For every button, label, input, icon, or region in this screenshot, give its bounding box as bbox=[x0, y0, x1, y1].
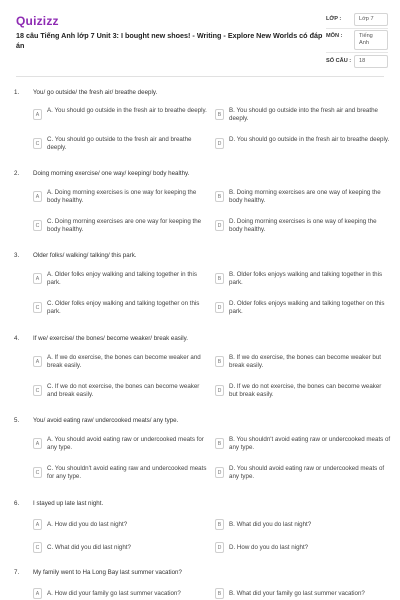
meta-divider bbox=[326, 52, 388, 53]
option-letter-box: D bbox=[215, 220, 224, 231]
option-text: D. You should go outside in the fresh air to breathe deeply. bbox=[229, 136, 390, 143]
question-prompt: Doing morning exercise/ one way/ keeping/ body healthy. bbox=[33, 170, 190, 177]
count-value: 18 bbox=[354, 55, 388, 68]
option-text: B. You shouldn't avoid eating raw or undercooked meats of any type. bbox=[229, 436, 391, 451]
option-text: B. If we do exercise, the bones can become weaker but break easily. bbox=[229, 354, 382, 369]
option-a[interactable] bbox=[33, 189, 209, 205]
question-prompt: I stayed up late last night. bbox=[33, 500, 104, 507]
option-text: A. You should go outside in the fresh air to breathe deeply. bbox=[47, 107, 207, 114]
option-b[interactable] bbox=[215, 586, 391, 599]
option-d[interactable] bbox=[215, 540, 391, 553]
option-letter-box: D bbox=[215, 138, 224, 149]
option-letter-box: B bbox=[215, 588, 224, 599]
question-number: 4. bbox=[14, 335, 20, 342]
option-d[interactable] bbox=[215, 465, 391, 481]
option-letter-box: D bbox=[215, 467, 224, 478]
grade-value: Lớp 7 bbox=[354, 13, 388, 26]
option-letter-box: A bbox=[33, 438, 42, 449]
option-c[interactable] bbox=[33, 383, 209, 399]
option-a[interactable] bbox=[33, 517, 209, 530]
subject-value: Tiếng Anh bbox=[354, 30, 388, 50]
option-text: B. What did your family go last summer vacation? bbox=[229, 590, 365, 597]
option-letter-box: C bbox=[33, 467, 42, 478]
option-d[interactable] bbox=[215, 136, 391, 149]
header-divider bbox=[16, 76, 384, 77]
option-letter-box: D bbox=[215, 302, 224, 313]
option-text: D. You should avoid eating raw or undercooked meats of any type. bbox=[229, 465, 385, 480]
question-prompt: Older folks/ walking/ talking/ this park. bbox=[33, 252, 137, 259]
option-text: C. If we do not exercise, the bones can become weaker and break easily. bbox=[47, 383, 200, 398]
option-letter-box: C bbox=[33, 542, 42, 553]
option-letter-box: C bbox=[33, 138, 42, 149]
option-letter-box: D bbox=[215, 542, 224, 553]
option-text: A. If we do exercise, the bones can become weaker and break easily. bbox=[47, 354, 201, 369]
option-text: C. What did you did last night? bbox=[47, 544, 131, 551]
option-letter-box: C bbox=[33, 302, 42, 313]
option-text: C. Doing morning exercises are one way for keeping the body healthy. bbox=[47, 218, 202, 233]
option-letter-box: B bbox=[215, 109, 224, 120]
option-letter-box: A bbox=[33, 519, 42, 530]
option-text: C. You should go outside to the fresh air and breathe deeply. bbox=[47, 136, 192, 151]
option-a[interactable] bbox=[33, 271, 209, 287]
option-text: D. Doing morning exercises is one way of keeping the body healthy. bbox=[229, 218, 377, 233]
option-b[interactable] bbox=[215, 436, 391, 452]
option-text: B. Doing morning exercises are one way of keeping the body healthy. bbox=[229, 189, 381, 204]
option-text: B. What did you do last night? bbox=[229, 521, 312, 528]
option-text: B. Older folks enjoys walking and talking together in this park. bbox=[229, 271, 383, 286]
question-number: 7. bbox=[14, 569, 20, 576]
question-prompt: My family went to Ha Long Bay last summer vacation? bbox=[33, 569, 182, 576]
grade-label: LỚP : bbox=[326, 16, 342, 22]
count-label: SỐ CÂU : bbox=[326, 58, 352, 64]
option-text: D. Older folks enjoys walking and talking together on this park. bbox=[229, 300, 385, 315]
option-b[interactable] bbox=[215, 354, 391, 370]
option-c[interactable] bbox=[33, 218, 209, 234]
option-letter-box: B bbox=[215, 356, 224, 367]
question-number: 6. bbox=[14, 500, 20, 507]
option-text: A. You should avoid eating raw or undercooked meats for any type. bbox=[47, 436, 204, 451]
option-c[interactable] bbox=[33, 540, 209, 553]
option-text: A. How did your family go last summer vacation? bbox=[47, 590, 181, 597]
option-d[interactable] bbox=[215, 218, 391, 234]
quizizz-logo[interactable]: Quizizz bbox=[16, 14, 59, 28]
option-c[interactable] bbox=[33, 300, 209, 316]
option-letter-box: D bbox=[215, 385, 224, 396]
option-c[interactable] bbox=[33, 465, 209, 481]
option-letter-box: C bbox=[33, 220, 42, 231]
option-text: C. Older folks enjoy walking and talking together on this park. bbox=[47, 300, 200, 315]
option-letter-box: A bbox=[33, 109, 42, 120]
option-letter-box: C bbox=[33, 385, 42, 396]
meta-divider bbox=[326, 28, 388, 29]
option-a[interactable] bbox=[33, 436, 209, 452]
option-d[interactable] bbox=[215, 383, 391, 399]
option-letter-box: B bbox=[215, 191, 224, 202]
option-b[interactable] bbox=[215, 107, 391, 123]
option-c[interactable] bbox=[33, 136, 209, 152]
option-letter-box: B bbox=[215, 438, 224, 449]
option-text: C. You shouldn't avoid eating raw and undercooked meats for any type. bbox=[47, 465, 207, 480]
option-letter-box: B bbox=[215, 273, 224, 284]
question-number: 1. bbox=[14, 89, 20, 96]
subject-label: MÔN : bbox=[326, 33, 343, 39]
option-text: A. Older folks enjoy walking and talking together in this park. bbox=[47, 271, 197, 286]
worksheet-header bbox=[0, 0, 400, 74]
question-number: 5. bbox=[14, 417, 20, 424]
option-b[interactable] bbox=[215, 271, 391, 287]
option-text: A. How did you do last night? bbox=[47, 521, 128, 528]
question-number: 2. bbox=[14, 170, 20, 177]
worksheet-title: 18 câu Tiếng Anh lớp 7 Unit 3: I bought new shoes! - Writing - Explore New Worlds có đáp án bbox=[16, 31, 323, 50]
question-prompt: You/ avoid eating raw/ undercooked meats/ any type. bbox=[33, 417, 179, 424]
option-letter-box: A bbox=[33, 588, 42, 599]
option-a[interactable] bbox=[33, 107, 209, 120]
option-letter-box: B bbox=[215, 519, 224, 530]
option-text: A. Doing morning exercises is one way for keeping the body healthy. bbox=[47, 189, 197, 204]
option-a[interactable] bbox=[33, 354, 209, 370]
option-text: D. If we do not exercise, the bones can become weaker but break easily. bbox=[229, 383, 382, 398]
option-a[interactable] bbox=[33, 586, 209, 599]
option-letter-box: A bbox=[33, 356, 42, 367]
question-prompt: If we/ exercise/ the bones/ become weaker/ break easily. bbox=[33, 335, 188, 342]
option-d[interactable] bbox=[215, 300, 391, 316]
option-text: D. How do you do last night? bbox=[229, 544, 309, 551]
option-b[interactable] bbox=[215, 517, 391, 530]
option-text: B. You should go outside into the fresh air and breathe deeply. bbox=[229, 107, 378, 122]
question-prompt: You/ go outside/ the fresh air/ breathe deeply. bbox=[33, 89, 158, 96]
option-b[interactable] bbox=[215, 189, 391, 205]
question-number: 3. bbox=[14, 252, 20, 259]
option-letter-box: A bbox=[33, 191, 42, 202]
option-letter-box: A bbox=[33, 273, 42, 284]
